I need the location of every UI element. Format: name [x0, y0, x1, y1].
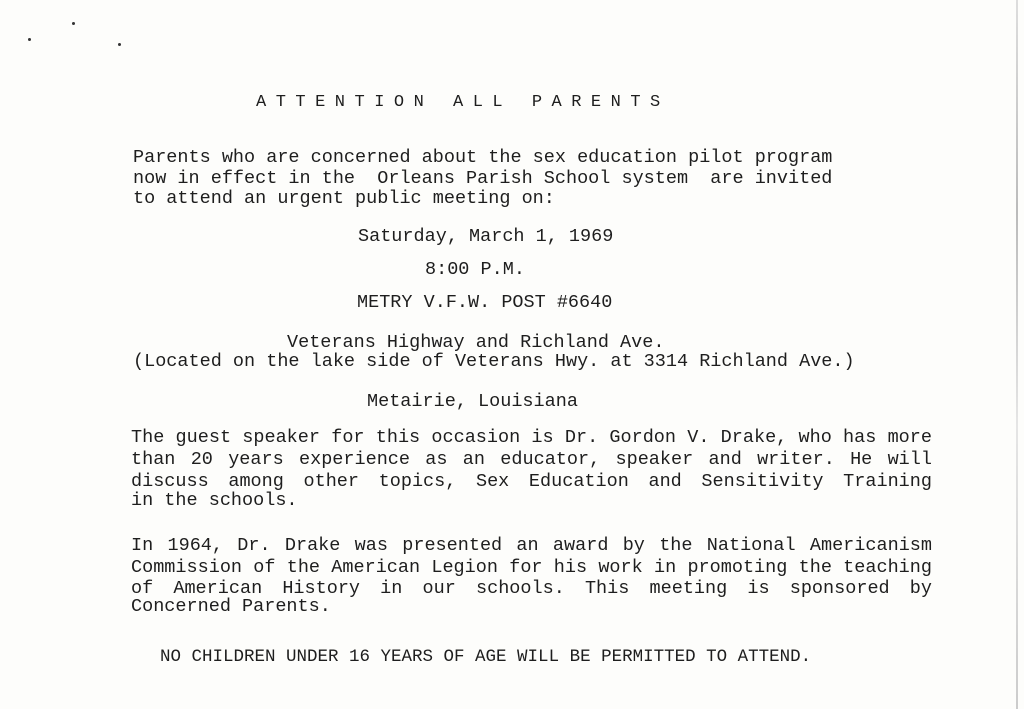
meeting-venue: METRY V.F.W. POST #6640 — [357, 292, 613, 313]
age-notice: NO CHILDREN UNDER 16 YEARS OF AGE WILL BE PERMITTED TO ATTEND. — [160, 647, 812, 667]
scan-speck — [118, 43, 121, 46]
speaker-line: in the schools. — [131, 490, 298, 511]
intro-line: now in effect in the Orleans Parish School system are invited — [133, 168, 833, 189]
meeting-time: 8:00 P.M. — [425, 259, 525, 280]
speaker-line: than 20 years experience as an educator, speaker and writer. He will — [131, 449, 932, 470]
award-line: Commission of the American Legion for his work in promoting the teaching — [131, 557, 932, 578]
scan-speck — [72, 22, 75, 25]
speaker-line: discuss among other topics, Sex Education and Sensitivity Training — [131, 471, 932, 492]
scan-page-edge — [1016, 0, 1018, 709]
scan-speck — [28, 38, 31, 41]
intro-line: Parents who are concerned about the sex education pilot program — [133, 147, 833, 168]
award-line: In 1964, Dr. Drake was presented an award by the National Americanism — [131, 535, 932, 556]
award-line: of American History in our schools. This meeting is sponsored by — [131, 578, 932, 599]
speaker-line: The guest speaker for this occasion is Dr. Gordon V. Drake, who has more — [131, 427, 932, 448]
meeting-address: Veterans Highway and Richland Ave. — [287, 332, 665, 353]
intro-line: to attend an urgent public meeting on: — [133, 188, 555, 209]
document-title: ATTENTION ALL PARENTS — [256, 93, 670, 112]
meeting-date: Saturday, March 1, 1969 — [358, 226, 614, 247]
award-line: Concerned Parents. — [131, 596, 331, 617]
meeting-city: Metairie, Louisiana — [367, 391, 578, 412]
location-note: (Located on the lake side of Veterans Hwy. at 3314 Richland Ave.) — [133, 351, 855, 372]
